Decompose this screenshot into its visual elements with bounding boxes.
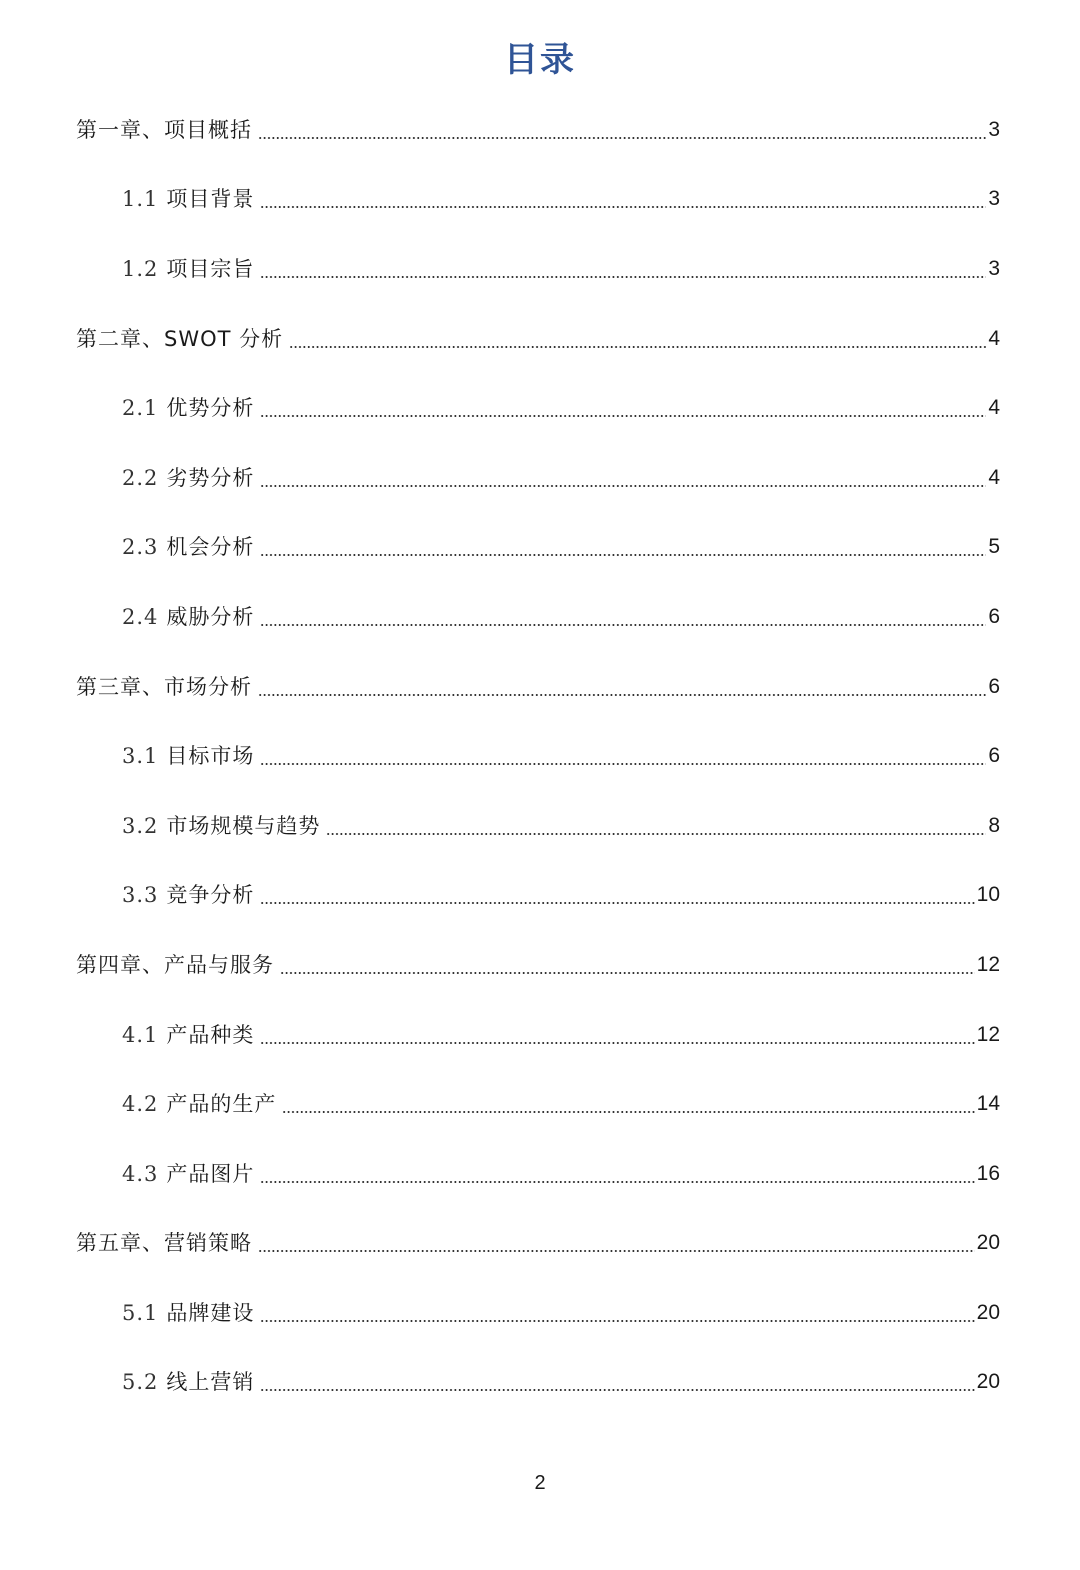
toc-entry[interactable] — [76, 930, 1000, 1000]
toc-entry-text: 线上营销 — [166, 1370, 255, 1395]
toc-entry-text: 第二章、SWOT 分析 — [76, 326, 284, 351]
toc-dot-leader — [260, 1181, 974, 1183]
toc-entry[interactable] — [76, 582, 1000, 652]
toc-entry-text: 第三章、市场分析 — [76, 674, 252, 699]
toc-entry-page: 4 — [988, 396, 1000, 420]
toc-title: 目录 — [504, 40, 576, 80]
toc-entry-page: 16 — [976, 1161, 1000, 1185]
toc-entry-page: 6 — [988, 744, 1000, 768]
toc-dot-leader — [282, 1111, 974, 1113]
toc-dot-leader — [260, 206, 986, 208]
toc-dot-leader — [260, 554, 986, 556]
toc-entry-number: 2.1 — [122, 396, 159, 421]
toc-entry-text: 目标市场 — [166, 744, 255, 769]
toc-entry-number: 5.2 — [122, 1370, 159, 1395]
toc-entry-number: 3.1 — [122, 744, 159, 769]
toc-entry-number: 2.3 — [122, 535, 159, 560]
toc-entry[interactable] — [76, 513, 1000, 583]
toc-entry-page: 3 — [988, 117, 1000, 141]
toc-dot-leader — [260, 902, 974, 904]
toc-entry-page: 6 — [988, 674, 1000, 698]
toc-entry[interactable] — [76, 791, 1000, 861]
toc-dot-leader — [289, 346, 986, 348]
toc-entry-number: 5.1 — [122, 1300, 159, 1325]
toc-entry-page: 20 — [976, 1231, 1000, 1255]
toc-entry[interactable] — [76, 1069, 1000, 1139]
toc-entry[interactable] — [76, 234, 1000, 304]
toc-entry[interactable] — [76, 1000, 1000, 1070]
toc-entry-number: 4.2 — [122, 1092, 159, 1117]
toc-entry-number: 2.2 — [122, 465, 159, 490]
toc-entry-text: 第五章、营销策略 — [76, 1231, 252, 1256]
toc-entry-page: 12 — [976, 952, 1000, 976]
toc-entry-text: 优势分析 — [166, 396, 255, 421]
toc-entry-number: 2.4 — [122, 604, 159, 629]
toc-entry-text: 项目宗旨 — [166, 256, 255, 281]
toc-dot-leader — [258, 137, 986, 139]
toc-entry[interactable] — [76, 1139, 1000, 1209]
toc-entry-text: 产品种类 — [166, 1022, 255, 1047]
toc-dot-leader — [260, 624, 986, 626]
toc-entry-text: 产品的生产 — [166, 1092, 277, 1117]
page-number: 2 — [534, 1472, 546, 1494]
toc-entry-page: 3 — [988, 256, 1000, 280]
toc-entry-page: 4 — [988, 465, 1000, 489]
toc-entry-page: 4 — [988, 326, 1000, 350]
toc-entry[interactable] — [76, 721, 1000, 791]
toc-entry[interactable] — [76, 861, 1000, 931]
toc-entry-text: 市场规模与趋势 — [166, 813, 321, 838]
toc-entry-number: 4.1 — [122, 1022, 159, 1047]
toc-dot-leader — [260, 276, 986, 278]
toc-entry-page: 20 — [976, 1370, 1000, 1394]
toc-entry-text: 第四章、产品与服务 — [76, 952, 274, 977]
toc-entry[interactable] — [76, 95, 1000, 165]
toc-dot-leader — [260, 1320, 974, 1322]
toc-entry[interactable] — [76, 373, 1000, 443]
toc-dot-leader — [260, 1389, 974, 1391]
toc-entry-text: 产品图片 — [166, 1161, 255, 1186]
toc-entry-page: 3 — [988, 187, 1000, 211]
toc-dot-leader — [258, 694, 986, 696]
toc-entry[interactable] — [76, 652, 1000, 722]
toc-entry-text: 劣势分析 — [166, 465, 255, 490]
toc-entry-page: 6 — [988, 604, 1000, 628]
toc-dot-leader — [280, 972, 975, 974]
toc-list — [76, 95, 1000, 1417]
toc-entry-number: 1.1 — [122, 187, 159, 212]
toc-dot-leader — [260, 415, 986, 417]
toc-entry-text: 机会分析 — [166, 535, 255, 560]
toc-entry-page: 10 — [976, 883, 1000, 907]
toc-entry[interactable] — [76, 443, 1000, 513]
toc-dot-leader — [326, 833, 986, 835]
toc-entry-number: 3.2 — [122, 813, 159, 838]
toc-dot-leader — [260, 1042, 974, 1044]
toc-entry-page: 5 — [988, 535, 1000, 559]
toc-entry-page: 20 — [976, 1300, 1000, 1324]
toc-entry[interactable] — [76, 1348, 1000, 1418]
toc-entry[interactable] — [76, 1209, 1000, 1279]
toc-entry-text: 品牌建设 — [166, 1300, 255, 1325]
toc-entry-text: 项目背景 — [166, 187, 255, 212]
toc-dot-leader — [260, 763, 986, 765]
toc-entry[interactable] — [76, 165, 1000, 235]
toc-entry-page: 14 — [976, 1092, 1000, 1116]
toc-entry-page: 8 — [988, 813, 1000, 837]
toc-entry-text: 威胁分析 — [166, 604, 255, 629]
toc-entry-number: 3.3 — [122, 883, 159, 908]
toc-entry-number: 1.2 — [122, 256, 159, 281]
toc-entry-page: 12 — [976, 1022, 1000, 1046]
toc-entry-number: 4.3 — [122, 1161, 159, 1186]
toc-entry-text: 竞争分析 — [166, 883, 255, 908]
toc-entry-text: 第一章、项目概括 — [76, 117, 252, 142]
toc-entry[interactable] — [76, 304, 1000, 374]
toc-dot-leader — [258, 1250, 975, 1252]
toc-entry[interactable] — [76, 1278, 1000, 1348]
toc-dot-leader — [260, 485, 986, 487]
